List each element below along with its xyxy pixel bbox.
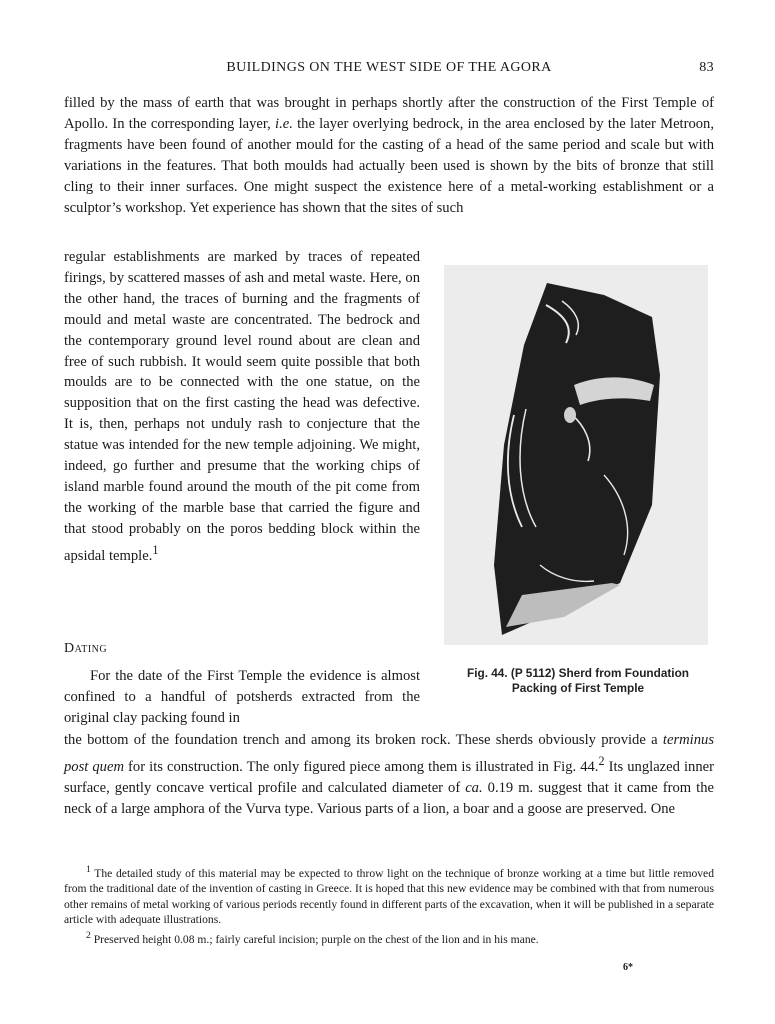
- figure-caption: [436, 666, 720, 696]
- text-run: Preserved height 0.08 m.; fairly careful incision; purple on the chest of the lion and in his mane.: [90, 932, 539, 946]
- footnote-ref: 2: [86, 929, 91, 941]
- paragraph-dating: [64, 666, 420, 729]
- figure-44-image: [444, 265, 708, 645]
- text-run: 0.19 m. suggest that it came from the neck of a large amphora of the Vurva type. Various parts of a lion, a boar and a goose are preserved. One: [64, 779, 714, 817]
- italic-text: terminus post quem: [64, 732, 714, 775]
- paragraph-text: [64, 247, 420, 566]
- text-run: the bottom of the foundation trench and among its broken rock. These sherds obviously provide a: [64, 732, 663, 748]
- text-run: for its construction. The only figured piece among them is illustrated in Fig. 44.: [124, 758, 599, 775]
- text-run: regular establishments are marked by traces of repeated firings, by scattered masses of ash and metal waste. Here, on the other hand, the traces of burning and the fragments of mould and metal waste are concentrated. The bedrock and the contemporary ground level round about are clean and free of such rubbish. It would seem quite possible that both moulds are to be connected with the one statue, on the supposition that on the first casting the head was defective. It is, then, perhaps not unduly rash to conjecture that the statue was intended for the new temple adjoining. We might, indeed, go further and presume that the working chips of island marble found around the mouth of the pit come from the working of the marble base that carried the figure and that stood probably on the poros bedding block within the apsidal temple.: [64, 249, 420, 564]
- footnote-ref: 1: [152, 542, 159, 557]
- sherd-photograph: [444, 265, 708, 645]
- paragraph-bottom: [64, 730, 714, 819]
- italic-text: ca.: [465, 779, 483, 796]
- text-run: filled by the mass of earth that was brought in perhaps shortly after the construction of the First Temple of Apollo. In the corresponding layer,: [64, 95, 714, 132]
- paragraph-narrow-column: [64, 247, 420, 566]
- footnote-2: [64, 928, 714, 947]
- section-heading: Dating: [64, 641, 108, 656]
- page-number: 83: [699, 60, 714, 75]
- footnote-ref: 2: [598, 753, 605, 768]
- italic-text: i.e.: [275, 115, 293, 132]
- paragraph-text: [64, 93, 714, 218]
- text-run: the layer overlying bedrock, in the area enclosed by the later Metroon, fragments have been found of another mould for the casting of a head of the same period and scale but with variations in the features. That both moulds had actually been used is shown by the bits of bronze that still cling to their inner surfaces. One might suspect the existence here of a metal-working establishment or a sculptor’s workshop. Yet experience has shown that the sites of such: [64, 115, 715, 216]
- text-run: Its unglazed inner surface, gently concave vertical profile and calculated diameter of: [64, 758, 714, 796]
- text-run: The detailed study of this material may be expected to throw light on the technique of bronze working at a time but little removed from the traditional date of the invention of casting in Greece. It is hoped that this new evidence may be combined with that from numerous other remains of metal working of various periods recently found in different parts of the excavation, when it will be published in a separate article with adequate illustrations.: [64, 866, 714, 927]
- footnote-1: [64, 862, 714, 928]
- paragraph-text: [64, 730, 714, 819]
- footnote-ref: 1: [86, 864, 91, 875]
- running-head: [64, 60, 714, 80]
- caption-line: Packing of First Temple: [511, 681, 645, 695]
- running-title: BUILDINGS ON THE WEST SIDE OF THE AGORA: [226, 60, 552, 75]
- text-run: For the date of the First Temple the evidence is almost confined to a handful of potsherds extracted from the original clay packing found in: [64, 668, 420, 726]
- paragraph-top: [64, 93, 714, 218]
- caption-line: Fig. 44. (P 5112) Sherd from Foundation: [467, 666, 689, 680]
- incision-detail: [564, 407, 576, 423]
- paragraph-text: [64, 666, 420, 729]
- footnotes: [64, 862, 714, 947]
- signature-mark: 6*: [623, 962, 633, 973]
